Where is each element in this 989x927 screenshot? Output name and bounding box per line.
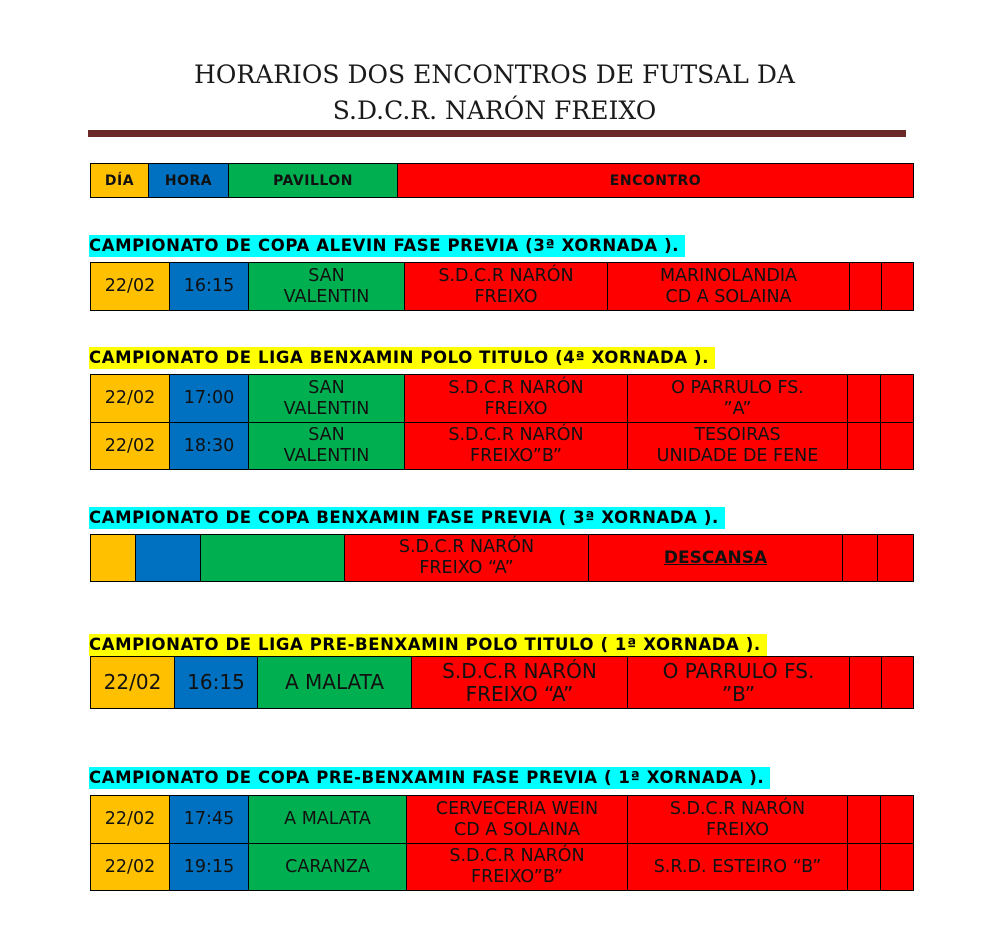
table-row (91, 375, 914, 423)
match-pavillon: A MALATA (258, 657, 412, 709)
match-table (90, 656, 914, 709)
empty-cell (882, 657, 914, 709)
match-visitante: O PARRULO FS. ”B” (628, 657, 850, 709)
match-dia: 22/02 (91, 375, 170, 423)
empty-cell (881, 423, 914, 470)
match-visitante: TESOIRAS UNIDADE DE FENE (628, 423, 848, 470)
match-visitante: O PARRULO FS. ”A” (628, 375, 848, 423)
page-title-line-1: HORARIOS DOS ENCONTROS DE FUTSAL DA (194, 60, 795, 89)
match-dia (91, 535, 136, 582)
header-hora: HORA (149, 164, 229, 198)
section-title: CAMPIONATO DE LIGA BENXAMIN POLO TITULO (4ª XORNADA ). (89, 347, 715, 369)
match-table (90, 374, 914, 470)
match-hora: 16:15 (170, 263, 249, 311)
table-row (91, 535, 914, 582)
match-pavillon: SAN VALENTIN (249, 423, 405, 470)
match-local: CERVECERIA WEIN CD A SOLAINA (407, 796, 628, 844)
match-pavillon (201, 535, 345, 582)
descansa-label: DESCANSA (663, 547, 768, 568)
match-dia: 22/02 (91, 796, 170, 844)
match-pavillon: A MALATA (249, 796, 407, 844)
section-title: CAMPIONATO DE COPA BENXAMIN FASE PREVIA ( 3ª XORNADA ). (89, 507, 725, 529)
match-local: S.D.C.R NARÓN FREIXO”B” (405, 423, 628, 470)
match-local: S.D.C.R NARÓN FREIXO “A” (345, 535, 589, 582)
header-encontro: ENCONTRO (398, 164, 914, 198)
header-row (91, 164, 914, 198)
match-local: S.D.C.R NARÓN FREIXO “A” (412, 657, 628, 709)
match-pavillon: CARANZA (249, 844, 407, 891)
table-row (91, 796, 914, 844)
match-hora: 19:15 (170, 844, 249, 891)
match-visitante: MARINOLANDIA CD A SOLAINA (608, 263, 850, 311)
match-table (90, 534, 914, 582)
empty-cell (843, 535, 878, 582)
match-hora: 17:00 (170, 375, 249, 423)
match-pavillon: SAN VALENTIN (249, 263, 405, 311)
match-hora: 16:15 (175, 657, 258, 709)
match-local: S.D.C.R NARÓN FREIXO (405, 375, 628, 423)
match-hora (136, 535, 201, 582)
header-table (90, 163, 914, 198)
match-dia: 22/02 (91, 844, 170, 891)
empty-cell (881, 796, 914, 844)
match-dia: 22/02 (91, 657, 175, 709)
page-title-line-2: S.D.C.R. NARÓN FREIXO (332, 96, 657, 125)
table-row (91, 844, 914, 891)
match-local: S.D.C.R NARÓN FREIXO”B” (407, 844, 628, 891)
empty-cell (850, 657, 882, 709)
match-hora: 17:45 (170, 796, 249, 844)
empty-cell (850, 263, 882, 311)
table-row (91, 423, 914, 470)
match-visitante: S.R.D. ESTEIRO “B” (628, 844, 848, 891)
table-row (91, 263, 914, 311)
empty-cell (848, 375, 881, 423)
section-title: CAMPIONATO DE COPA ALEVIN FASE PREVIA (3ª XORNADA ). (89, 235, 685, 257)
match-table (90, 262, 914, 311)
empty-cell (882, 263, 914, 311)
header-pavillon: PAVILLON (229, 164, 398, 198)
match-dia: 22/02 (91, 263, 170, 311)
empty-cell (878, 535, 914, 582)
empty-cell (848, 796, 881, 844)
match-dia: 22/02 (91, 423, 170, 470)
title-divider (88, 130, 906, 137)
empty-cell (881, 375, 914, 423)
empty-cell (881, 844, 914, 891)
table-row (91, 657, 914, 709)
section-title: CAMPIONATO DE LIGA PRE-BENXAMIN POLO TITULO ( 1ª XORNADA ). (89, 634, 767, 656)
header-dia: DÍA (91, 164, 149, 198)
section-title: CAMPIONATO DE COPA PRE-BENXAMIN FASE PREVIA ( 1ª XORNADA ). (89, 767, 770, 789)
empty-cell (848, 423, 881, 470)
match-visitante: S.D.C.R NARÓN FREIXO (628, 796, 848, 844)
match-table (90, 795, 914, 891)
empty-cell (848, 844, 881, 891)
match-pavillon: SAN VALENTIN (249, 375, 405, 423)
match-hora: 18:30 (170, 423, 249, 470)
match-visitante (589, 535, 843, 582)
match-local: S.D.C.R NARÓN FREIXO (405, 263, 608, 311)
